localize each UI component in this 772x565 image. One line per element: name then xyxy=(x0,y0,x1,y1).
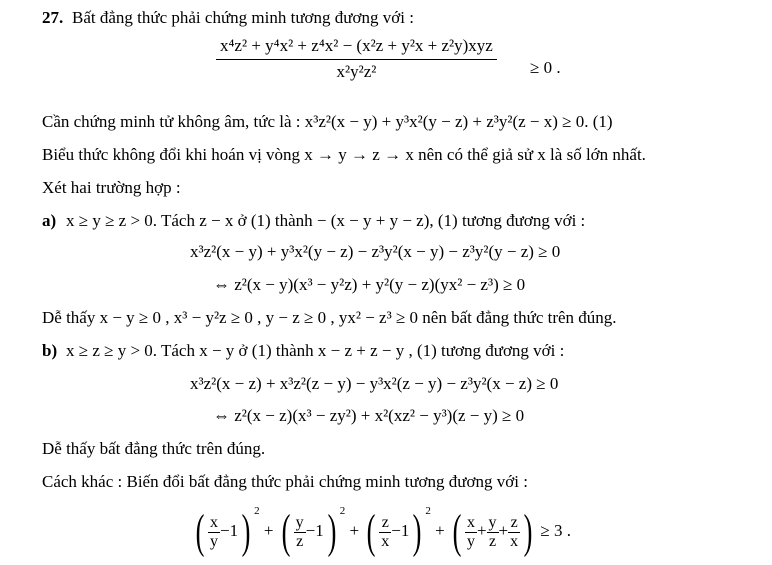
left-paren: ( xyxy=(452,505,462,558)
plus-sign: + xyxy=(476,520,487,540)
fraction-y-over-z: $\frac{y}{z}$ xyxy=(295,513,304,550)
problem-number: 27. xyxy=(42,8,64,27)
case-a-equation-2: ⇔ z²(x − y)(x³ − y²z) + y²(y − z)(yx² − z³) ≥ 0 xyxy=(213,275,526,294)
right-paren: ) xyxy=(412,505,422,558)
plus-sign: + xyxy=(263,520,274,540)
case-b-equation-2: ⇔ z²(x − z)(x³ − zy²) + x²(xz² − y³)(z − y) ≥ 0 xyxy=(213,406,525,425)
minus-one: −1 xyxy=(391,520,410,540)
case-a-text: x ≥ y ≥ z > 0. Tách z − x ở (1) thành − (x − y + y − z), (1) tương đương với : xyxy=(66,211,586,230)
right-paren: ) xyxy=(327,505,337,558)
square-exponent: 2 xyxy=(254,504,260,517)
right-paren: ) xyxy=(523,505,533,558)
case-a-label: a) xyxy=(42,211,57,230)
need-to-prove-line: Cần chứng minh tử không âm, tức là : x³z²(x − y) + y³x²(y − z) + z³y²(z − x) ≥ 0. (1) xyxy=(42,112,613,131)
left-paren: ( xyxy=(195,505,205,558)
fraction-x-over-y-sum: $\frac{x}{y}$ xyxy=(466,513,475,550)
final-inequality xyxy=(192,504,571,558)
cyclic-symmetry-line: Biểu thức không đổi khi hoán vị vòng x → y → z → x nên có thể giả sử x là số lớn nhất. xyxy=(42,145,646,164)
fraction-z-over-x: $\frac{z}{x}$ xyxy=(381,513,390,550)
case-a-conclusion: Dễ thấy x − y ≥ 0 , x³ − y²z ≥ 0 , y − z ≥ 0 , yx² − z³ ≥ 0 nên bất đẳng thức trên đúng. xyxy=(42,308,617,327)
fraction-z-over-x-sum: $\frac{z}{x}$ xyxy=(510,513,519,550)
right-paren: ) xyxy=(241,505,251,558)
main-fraction xyxy=(216,34,497,82)
square-exponent: 2 xyxy=(339,504,346,517)
case-a-equation-1: x³z²(x − y) + y³x²(y − z) − z³y²(x − y) − z³y²(y − z) ≥ 0 xyxy=(190,242,561,261)
case-b-equation-1: x³z²(x − z) + x³z²(z − y) − y³x²(z − y) − z³y²(x − z) ≥ 0 xyxy=(190,374,559,393)
final-result: ≥ 3 . xyxy=(540,520,571,540)
left-paren: ( xyxy=(366,505,376,558)
intro-text: Bất đẳng thức phải chứng minh tương đương với : xyxy=(72,8,414,27)
plus-sign: + xyxy=(435,520,445,540)
fraction-x-over-y: $\frac{x}{y}$ xyxy=(209,513,218,550)
plus-sign: + xyxy=(349,520,360,540)
square-exponent: 2 xyxy=(425,504,431,517)
minus-one: −1 xyxy=(219,520,239,540)
main-fraction-condition: ≥ 0 . xyxy=(530,58,561,77)
minus-one: −1 xyxy=(305,520,324,540)
alternative-method-line: Cách khác : Biến đổi bất đẳng thức phải chứng minh tương đương với : xyxy=(42,472,528,491)
case-b-label: b) xyxy=(42,341,58,360)
fraction-y-over-z-sum: $\frac{y}{z}$ xyxy=(488,513,497,550)
two-cases-line: Xét hai trường hợp : xyxy=(42,178,181,197)
case-b-conclusion: Dễ thấy bất đẳng thức trên đúng. xyxy=(42,439,266,458)
left-paren: ( xyxy=(281,505,291,558)
main-fraction-denominator: x²y²z² xyxy=(216,59,497,82)
main-fraction-numerator: x⁴z² + y⁴x² + z⁴x² − (x²z + y²x + z²y)xyz xyxy=(220,36,493,55)
case-b-text: x ≥ z ≥ y > 0. Tách x − y ở (1) thành x − z + z − y , (1) tương đương với : xyxy=(66,341,565,360)
plus-sign: + xyxy=(498,520,509,540)
